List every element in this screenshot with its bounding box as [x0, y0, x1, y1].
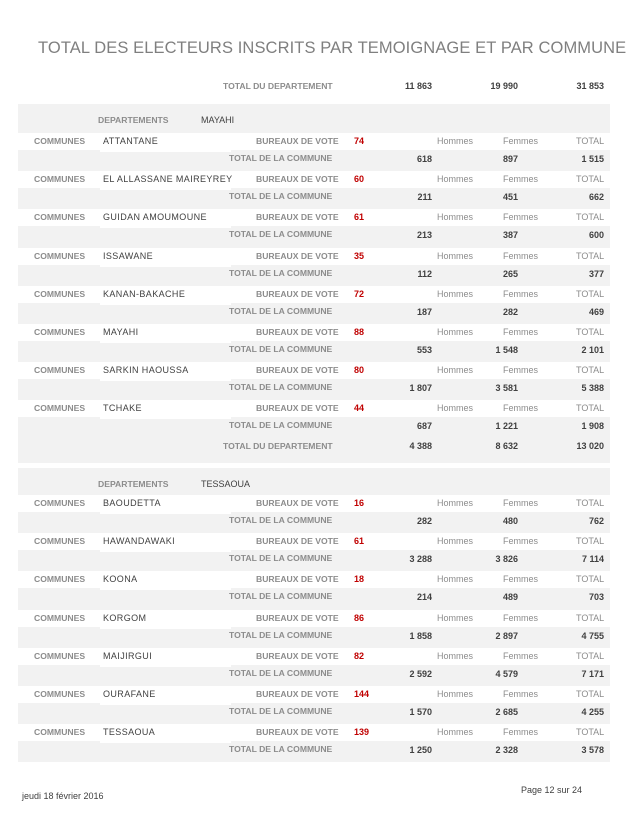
commune-femmes: 451 [502, 192, 518, 203]
commune-total: 762 [588, 516, 604, 526]
femmes-header: Femmes [503, 612, 539, 623]
commune-hommes: 3 288 [409, 554, 432, 565]
commune-total: 5 388 [581, 383, 604, 394]
femmes-header: Femmes [503, 650, 539, 661]
bureaux-label: BUREAUX DE VOTE [256, 689, 339, 699]
bureaux-count: 16 [354, 498, 365, 508]
communes-label: COMMUNES [34, 136, 86, 146]
communes-label: COMMUNES [34, 574, 86, 585]
commune-total: 4 255 [581, 707, 604, 717]
communes-label: COMMUNES [34, 288, 86, 299]
hommes-header: Hommes [437, 403, 474, 414]
commune-name-box [100, 148, 231, 152]
commune-hommes: 1 570 [409, 707, 432, 717]
commune-name: GUIDAN AMOUMOUNE [103, 212, 207, 223]
femmes-header: Femmes [503, 403, 539, 414]
dept-total-femmes: 8 632 [495, 440, 518, 451]
total-departement-label: TOTAL DU DEPARTEMENT [223, 440, 333, 451]
total-commune-label: TOTAL DE LA COMMUNE [229, 305, 333, 316]
commune-name: KANAN-BAKACHE [103, 288, 186, 299]
total-header: TOTAL [576, 250, 605, 261]
commune-name: MAYAHI [103, 327, 139, 337]
commune-femmes: 2 328 [495, 745, 518, 756]
total-commune-label: TOTAL DE LA COMMUNE [229, 153, 333, 163]
hommes-header: Hommes [437, 612, 474, 623]
bureaux-count: 82 [354, 650, 365, 661]
total-commune-label: TOTAL DE LA COMMUNE [229, 344, 333, 354]
bureaux-label: BUREAUX DE VOTE [256, 288, 339, 299]
communes-label: COMMUNES [34, 689, 86, 699]
commune-femmes: 2 897 [495, 630, 518, 641]
bureaux-label: BUREAUX DE VOTE [256, 536, 339, 547]
commune-hommes: 2 592 [409, 668, 432, 679]
commune-name: TESSAOUA [103, 727, 156, 738]
total-commune-label: TOTAL DE LA COMMUNE [229, 744, 333, 755]
total-commune-label: TOTAL DE LA COMMUNE [229, 229, 333, 240]
femmes-header: Femmes [503, 212, 539, 223]
hommes-header: Hommes [437, 689, 474, 699]
hommes-header: Hommes [437, 536, 474, 547]
femmes-header: Femmes [503, 327, 539, 337]
bureaux-label: BUREAUX DE VOTE [256, 327, 339, 337]
hommes-header: Hommes [437, 174, 474, 185]
commune-name: EL ALLASSANE MAIREYREY [103, 174, 233, 185]
commune-hommes: 214 [416, 592, 432, 603]
hommes-header: Hommes [437, 574, 474, 585]
total-header: TOTAL [576, 327, 605, 337]
commune-name: SARKIN HAOUSSA [103, 365, 189, 376]
femmes-header: Femmes [503, 250, 539, 261]
hommes-header: Hommes [437, 288, 474, 299]
hommes-header: Hommes [437, 250, 474, 261]
commune-name: KOONA [103, 574, 138, 585]
bureaux-count: 18 [354, 574, 365, 585]
commune-total: 377 [588, 268, 604, 279]
commune-hommes: 211 [417, 192, 432, 203]
hommes-header: Hommes [437, 650, 474, 661]
commune-femmes: 3 581 [495, 383, 518, 394]
top-total-total: 31 853 [576, 81, 604, 91]
femmes-header: Femmes [503, 288, 539, 299]
commune-name-box [100, 663, 231, 667]
bureaux-count: 60 [354, 174, 365, 185]
bureaux-label: BUREAUX DE VOTE [256, 498, 339, 508]
commune-femmes: 282 [502, 306, 518, 317]
department-name: TESSAOUA [201, 479, 251, 489]
total-header: TOTAL [576, 365, 605, 376]
total-header: TOTAL [576, 612, 605, 623]
bureaux-label: BUREAUX DE VOTE [256, 612, 339, 623]
total-commune-label: TOTAL DE LA COMMUNE [229, 515, 333, 525]
commune-hommes: 1 858 [409, 630, 432, 641]
communes-label: COMMUNES [34, 498, 86, 508]
femmes-header: Femmes [503, 365, 539, 376]
bureaux-label: BUREAUX DE VOTE [256, 574, 339, 585]
total-header: TOTAL [576, 536, 605, 547]
bureaux-label: BUREAUX DE VOTE [256, 136, 339, 146]
femmes-header: Femmes [503, 689, 539, 699]
femmes-header: Femmes [503, 136, 539, 146]
communes-label: COMMUNES [34, 650, 86, 661]
femmes-header: Femmes [503, 498, 539, 508]
commune-hommes: 553 [416, 345, 432, 355]
page-title: TOTAL DES ELECTEURS INSCRITS PAR TEMOIGNAGE ET PAR COMMUNE [38, 39, 627, 57]
communes-label: COMMUNES [34, 327, 86, 337]
commune-name-box [100, 586, 231, 590]
total-header: TOTAL [576, 403, 605, 414]
hommes-header: Hommes [437, 212, 474, 223]
bureaux-label: BUREAUX DE VOTE [256, 403, 339, 414]
bureaux-label: BUREAUX DE VOTE [256, 174, 339, 185]
commune-total: 7 171 [581, 668, 604, 679]
commune-total: 2 101 [581, 345, 604, 355]
bureaux-label: BUREAUX DE VOTE [256, 250, 339, 261]
commune-name-box [100, 415, 231, 419]
femmes-header: Femmes [503, 174, 539, 185]
bureaux-count: 88 [354, 327, 365, 337]
dept-total-total: 13 020 [576, 440, 604, 451]
top-total-hommes: 11 863 [404, 81, 432, 91]
hommes-header: Hommes [437, 136, 474, 146]
commune-femmes: 1 548 [495, 345, 518, 355]
total-header: TOTAL [576, 136, 605, 146]
hommes-header: Hommes [437, 327, 474, 337]
bureaux-label: BUREAUX DE VOTE [256, 727, 339, 738]
commune-hommes: 187 [416, 306, 432, 317]
department-name: MAYAHI [201, 115, 235, 125]
bureaux-count: 44 [354, 403, 365, 414]
commune-total: 600 [588, 230, 604, 241]
commune-total: 4 755 [581, 630, 604, 641]
commune-name-box [100, 339, 231, 343]
total-commune-label: TOTAL DE LA COMMUNE [229, 706, 333, 716]
hommes-header: Hommes [437, 727, 474, 738]
total-commune-label: TOTAL DE LA COMMUNE [229, 667, 333, 678]
total-commune-label: TOTAL DE LA COMMUNE [229, 553, 333, 564]
commune-hommes: 1 807 [409, 383, 432, 394]
commune-hommes: 213 [416, 230, 432, 241]
commune-name: TCHAKE [103, 403, 142, 414]
commune-femmes: 3 826 [495, 554, 518, 565]
total-header: TOTAL [576, 727, 605, 738]
commune-total: 703 [588, 592, 604, 603]
commune-total: 3 578 [581, 745, 604, 756]
femmes-header: Femmes [503, 536, 539, 547]
femmes-header: Femmes [503, 727, 539, 738]
commune-name-box [100, 548, 231, 552]
commune-femmes: 2 685 [495, 707, 518, 717]
bureaux-count: 80 [354, 365, 365, 376]
bureaux-count: 144 [354, 689, 370, 699]
commune-femmes: 4 579 [495, 668, 518, 679]
commune-name: KORGOM [103, 612, 147, 623]
footer-date: jeudi 18 février 2016 [22, 791, 104, 801]
bureaux-count: 72 [354, 288, 365, 299]
commune-name: OURAFANE [103, 689, 156, 699]
total-header: TOTAL [576, 212, 605, 223]
commune-name: ATTANTANE [103, 136, 159, 146]
commune-femmes: 897 [502, 154, 518, 164]
bureaux-count: 74 [354, 136, 365, 146]
commune-total: 7 114 [581, 554, 604, 565]
commune-name: HAWANDAWAKI [103, 536, 176, 547]
commune-name-box [100, 301, 231, 305]
commune-femmes: 489 [502, 592, 518, 603]
total-header: TOTAL [576, 498, 605, 508]
commune-name-box [100, 263, 231, 267]
footer-page: Page 12 sur 24 [521, 785, 583, 795]
commune-name-box [100, 224, 231, 228]
total-commune-label: TOTAL DE LA COMMUNE [229, 382, 333, 393]
total-commune-label: TOTAL DE LA COMMUNE [229, 191, 333, 202]
dept-total-hommes: 4 388 [409, 440, 432, 451]
commune-name: BAOUDETTA [103, 498, 161, 508]
total-header: TOTAL [576, 689, 605, 699]
communes-label: COMMUNES [34, 212, 86, 223]
hommes-header: Hommes [437, 365, 474, 376]
total-header: TOTAL [576, 288, 605, 299]
commune-name-box [100, 377, 231, 381]
commune-name: MAIJIRGUI [103, 650, 153, 661]
departements-label: DEPARTEMENTS [98, 115, 169, 125]
bureaux-label: BUREAUX DE VOTE [256, 212, 339, 223]
total-commune-label: TOTAL DE LA COMMUNE [229, 267, 333, 278]
top-total-femmes: 19 990 [490, 81, 518, 91]
commune-name: ISSAWANE [103, 250, 154, 261]
commune-name-box [100, 510, 231, 514]
commune-total: 469 [588, 306, 604, 317]
communes-label: COMMUNES [34, 727, 86, 738]
commune-femmes: 387 [502, 230, 518, 241]
communes-label: COMMUNES [34, 365, 86, 376]
total-header: TOTAL [576, 174, 605, 185]
commune-name-box [100, 625, 231, 629]
communes-label: COMMUNES [34, 174, 86, 185]
commune-name-box [100, 739, 231, 743]
bureaux-label: BUREAUX DE VOTE [256, 650, 339, 661]
commune-femmes: 480 [502, 516, 518, 526]
bureaux-label: BUREAUX DE VOTE [256, 365, 339, 376]
bureaux-count: 86 [354, 612, 365, 623]
commune-hommes: 112 [417, 268, 432, 279]
commune-total: 1 908 [581, 421, 604, 432]
commune-femmes: 265 [502, 268, 518, 279]
total-header: TOTAL [576, 650, 605, 661]
commune-name-box [100, 186, 231, 190]
communes-label: COMMUNES [34, 612, 86, 623]
commune-hommes: 618 [416, 154, 432, 164]
commune-name-box [100, 701, 231, 705]
total-commune-label: TOTAL DE LA COMMUNE [229, 591, 333, 602]
commune-total: 662 [588, 192, 604, 203]
commune-hommes: 282 [416, 516, 432, 526]
commune-hommes: 1 250 [409, 745, 432, 756]
communes-label: COMMUNES [34, 403, 86, 414]
bureaux-count: 139 [354, 727, 370, 738]
communes-label: COMMUNES [34, 250, 86, 261]
top-total-label: TOTAL DU DEPARTEMENT [223, 81, 333, 91]
femmes-header: Femmes [503, 574, 539, 585]
bureaux-count: 61 [354, 212, 365, 223]
bureaux-count: 35 [354, 250, 365, 261]
bureaux-count: 61 [354, 536, 365, 547]
total-commune-label: TOTAL DE LA COMMUNE [229, 420, 333, 431]
commune-hommes: 687 [416, 421, 432, 432]
hommes-header: Hommes [437, 498, 474, 508]
departements-label: DEPARTEMENTS [98, 479, 169, 489]
commune-femmes: 1 221 [495, 421, 518, 432]
total-header: TOTAL [576, 574, 605, 585]
total-commune-label: TOTAL DE LA COMMUNE [229, 629, 333, 640]
commune-total: 1 515 [581, 154, 604, 164]
communes-label: COMMUNES [34, 536, 86, 547]
